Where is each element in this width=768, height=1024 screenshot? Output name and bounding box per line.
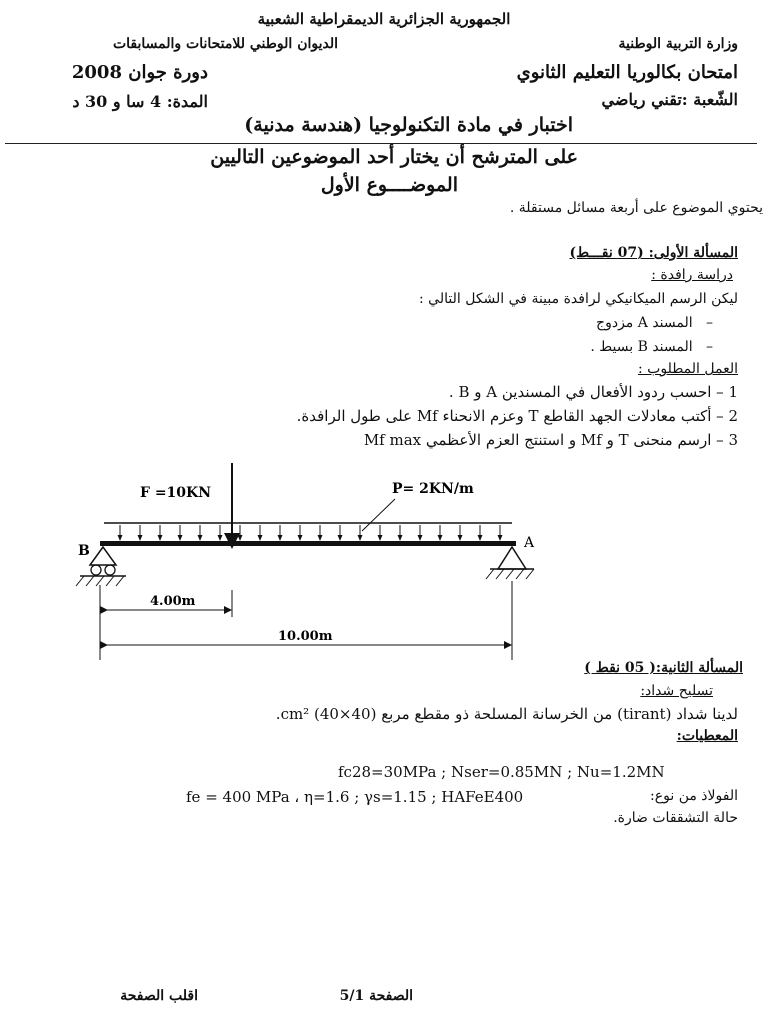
problem2-intro: لدينا شداد (tirant) من الخرسانة المسلحة ذو مقطع مربع cm² (40×40). [275,705,738,723]
force-label: F =10KN [140,485,211,501]
support-a-text: المسند A مزدوج [596,315,693,331]
turn-page-label: اقلب الصفحة [120,988,198,1004]
load-arrow-head [218,535,223,541]
support-a-pin [486,547,534,579]
branch-label: الشّعبة :تقني رياضي [601,90,738,109]
problem2-title: المسألة الثانية:( 05 نقط ) [584,660,743,676]
contains-note: يحتوي الموضوع على أربعة مسائل مستقلة . [509,200,763,216]
topic-title: الموضــــوع الأول [320,174,458,196]
steel-type-label: الفولاذ من نوع: [650,788,738,804]
exam-title: امتحان بكالوريا التعليم الثانوي [516,62,738,83]
problem1-subtitle: دراسة رافدة : [651,267,733,283]
load-arrow-head [438,535,443,541]
data-title: المعطيات: [676,728,738,744]
duration-label: المدة: 4 سا و 30 د [72,92,208,111]
load-arrow-head [378,535,383,541]
distributed-load-arrows [118,525,503,541]
support-b-text: المسند B بسيط . [590,339,693,355]
problem1-title: المسألة الأولى: (07 نقـــط) [569,245,738,261]
problem1-intro: ليكن الرسم الميكانيكي لرافدة مبينة في الشكل التالي : [419,291,738,307]
choose-instruction: على المترشح أن يختار أحد الموضوعين التاليين [210,146,578,168]
ministry-label: وزارة التربية الوطنية [618,36,738,52]
load-arrow-head [198,535,203,541]
dim-short-label: 4.00m [150,594,196,609]
load-arrow-head [398,535,403,541]
load-arrow-head [418,535,423,541]
cracks-note: حالة التشققات ضارة. [613,810,738,826]
work-title: العمل المطلوب : [637,361,738,377]
beam-figure [0,455,768,665]
task-2: 2 – أكتب معادلات الجهد القاطع T وعزم الانحناء Mf على طول الرافدة. [296,407,738,425]
task-3: 3 – ارسم منحنى T و Mf و استنتج العزم الأعظمي Mf max [363,431,738,449]
republic-title: الجمهورية الجزائرية الديمقراطية الشعبية [257,10,511,28]
support-a-item: – المسند A مزدوج [596,315,713,331]
task-1: 1 – احسب ردود الأفعال في المسندين A و B . [448,383,738,401]
problem2-subtitle: تسليح شداد: [640,683,713,699]
load-arrow-head [358,535,363,541]
load-arrow-head [278,535,283,541]
dim-long-label: 10.00m [278,629,333,644]
data-line-2: fe = 400 MPa ، η=1.6 ; γs=1.15 ; HAFeE400 [186,788,524,806]
label-b: B [78,543,90,559]
load-arrow-head [118,535,123,541]
load-arrow-head [298,535,303,541]
load-arrow-head [138,535,143,541]
load-arrow-head [318,535,323,541]
session-label: دورة جوان 2008 [71,62,208,83]
load-arrow-head [258,535,263,541]
load-arrow-head [238,535,243,541]
load-leader-line [362,499,395,531]
load-arrow-head [478,535,483,541]
office-label: الديوان الوطني للامتحانات والمسابقات [112,36,338,52]
header-divider [5,143,757,144]
page-number: الصفحة 5/1 [339,988,413,1004]
load-arrow-head [178,535,183,541]
subject-title: اختبار في مادة التكنولوجيا (هندسة مدنية) [244,114,573,136]
load-arrow-head [338,535,343,541]
load-arrow-head [498,535,503,541]
data-line-1: fc28=30MPa ; Nser=0.85MN ; Nu=1.2MN [338,763,665,781]
beam [100,541,516,546]
support-b-item: – المسند B بسيط . [590,339,713,355]
load-label: P= 2KN/m [392,481,474,497]
label-a: A [524,535,535,551]
load-arrow-head [158,535,163,541]
load-arrow-head [458,535,463,541]
